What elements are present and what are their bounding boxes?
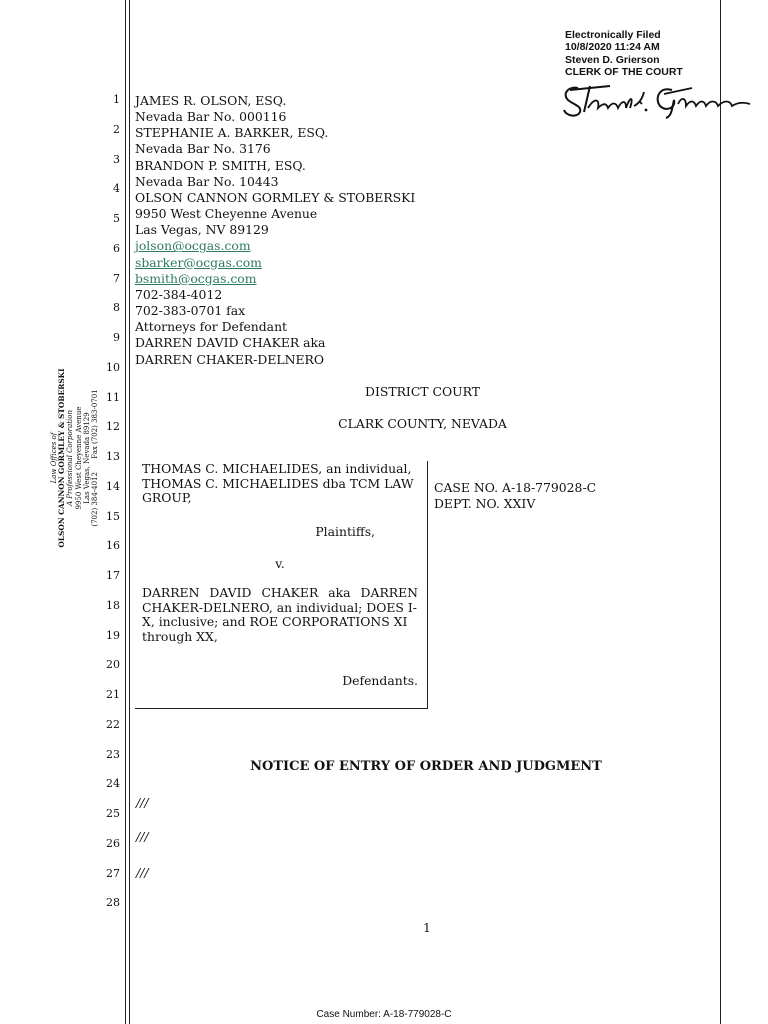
slash-marker: /// xyxy=(136,865,149,880)
line-number: 3 xyxy=(113,153,120,166)
case-numbers xyxy=(434,480,596,512)
letterhead-street: 9950 West Cheyenne Avenue xyxy=(74,406,83,510)
filing-datetime: 10/8/2020 11:24 AM xyxy=(565,41,660,54)
court-name: DISTRICT COURT xyxy=(365,384,480,399)
caption-line: CHAKER-DELNERO, an individual; DOES I- xyxy=(142,599,417,615)
line-number: 4 xyxy=(113,182,120,195)
line-number: 13 xyxy=(106,450,120,463)
line-number: 20 xyxy=(106,658,120,671)
line-number: 12 xyxy=(106,420,120,433)
case-caption-parties xyxy=(135,461,428,709)
counsel-line: DARREN DAVID CHAKER aka xyxy=(135,335,326,351)
counsel-line: 9950 West Cheyenne Avenue xyxy=(135,206,318,222)
email-link-barker[interactable]: sbarker@ocgas.com xyxy=(135,254,262,270)
defendants-label: Defendants. xyxy=(342,673,418,688)
caption-line: DARREN DAVID CHAKER aka DARREN xyxy=(142,585,418,600)
line-number: 19 xyxy=(106,629,120,642)
counsel-line: Attorneys for Defendant xyxy=(135,319,288,335)
line-number: 5 xyxy=(113,212,120,225)
right-margin-rule xyxy=(720,0,721,1024)
counsel-line: OLSON CANNON GORMLEY & STOBERSKI xyxy=(135,189,416,205)
plaintiffs-label: Plaintiffs, xyxy=(315,524,375,539)
line-number: 16 xyxy=(106,539,120,552)
line-number: 1 xyxy=(113,93,120,106)
line-number: 24 xyxy=(106,777,120,790)
email-link-smith[interactable]: bsmith@ocgas.com xyxy=(135,270,257,286)
letterhead-fax: Fax (702) 383-0701 xyxy=(91,389,100,459)
filing-label: Electronically Filed xyxy=(565,29,661,41)
filing-clerk-name: Steven D. Grierson xyxy=(565,53,660,66)
versus-label: v. xyxy=(275,556,285,571)
counsel-fax: 702-383-0701 fax xyxy=(135,303,246,319)
footer-case-number: Case Number: A-18-779028-C xyxy=(316,1009,452,1020)
page-number: 1 xyxy=(423,921,431,935)
filing-clerk-title: CLERK OF THE COURT xyxy=(565,65,683,78)
line-number: 10 xyxy=(106,361,120,374)
line-number: 11 xyxy=(106,391,120,404)
caption-line: through XX, xyxy=(142,628,218,644)
counsel-line: STEPHANIE A. BARKER, ESQ. xyxy=(135,125,329,141)
caption-line: GROUP, xyxy=(142,490,192,506)
left-margin-rule-inner xyxy=(129,0,130,1024)
line-number: 23 xyxy=(106,748,120,761)
line-number: 17 xyxy=(106,569,120,582)
line-number: 9 xyxy=(113,331,120,344)
caption-line: THOMAS C. MICHAELIDES dba TCM LAW xyxy=(142,475,414,491)
line-number: 27 xyxy=(106,867,120,880)
line-number: 28 xyxy=(106,896,120,909)
line-number: 26 xyxy=(106,837,120,850)
line-number: 22 xyxy=(106,718,120,731)
caption-line: THOMAS C. MICHAELIDES, an individual, xyxy=(142,461,412,476)
email-link-olson[interactable]: jolson@ocgas.com xyxy=(135,238,251,254)
line-number: 14 xyxy=(106,480,120,493)
counsel-phone: 702-384-4012 xyxy=(135,286,223,302)
line-number: 8 xyxy=(113,301,120,314)
plaintiff-name xyxy=(142,462,418,506)
counsel-line: Nevada Bar No. 3176 xyxy=(135,141,271,157)
slash-marker: /// xyxy=(136,829,149,844)
letterhead-phone: (702) 384-4012 xyxy=(91,472,100,527)
counsel-line: Nevada Bar No. 000116 xyxy=(135,109,287,125)
line-number: 2 xyxy=(113,123,120,136)
case-number: CASE NO. A-18-779028-C xyxy=(434,480,597,495)
defendant-name xyxy=(142,586,418,644)
line-number: 25 xyxy=(106,807,120,820)
line-number: 7 xyxy=(113,272,120,285)
court-county: CLARK COUNTY, NEVADA xyxy=(338,416,507,431)
line-number: 21 xyxy=(106,688,120,701)
document-title: NOTICE OF ENTRY OF ORDER AND JUDGMENT xyxy=(250,759,602,774)
letterhead-firm-name: OLSON CANNON GORMLEY & STOBERSKI xyxy=(57,368,67,548)
letterhead-phone-fax xyxy=(91,333,99,583)
line-number: 18 xyxy=(106,599,120,612)
caption-line: X, inclusive; and ROE CORPORATIONS XI xyxy=(142,614,408,630)
counsel-line: Nevada Bar No. 10443 xyxy=(135,173,279,189)
line-number: 6 xyxy=(113,242,120,255)
slash-marker: /// xyxy=(136,795,149,810)
firm-letterhead-vertical xyxy=(50,333,99,583)
counsel-line: DARREN CHAKER-DELNERO xyxy=(135,351,324,367)
letterhead-corporation: A Professional Corporation xyxy=(66,410,75,506)
left-margin-rule-outer xyxy=(125,0,126,1024)
letterhead-law-offices: Law Offices of xyxy=(50,432,58,484)
counsel-line: Las Vegas, NV 89129 xyxy=(135,222,269,238)
counsel-line: BRANDON P. SMITH, ESQ. xyxy=(135,157,306,173)
letterhead-city: Las Vegas, Nevada 89129 xyxy=(82,412,91,504)
department-number: DEPT. NO. XXIV xyxy=(434,496,536,511)
counsel-block xyxy=(135,93,695,368)
counsel-line: JAMES R. OLSON, ESQ. xyxy=(135,93,287,108)
electronic-filing-stamp xyxy=(565,29,765,78)
line-number: 15 xyxy=(106,510,120,523)
